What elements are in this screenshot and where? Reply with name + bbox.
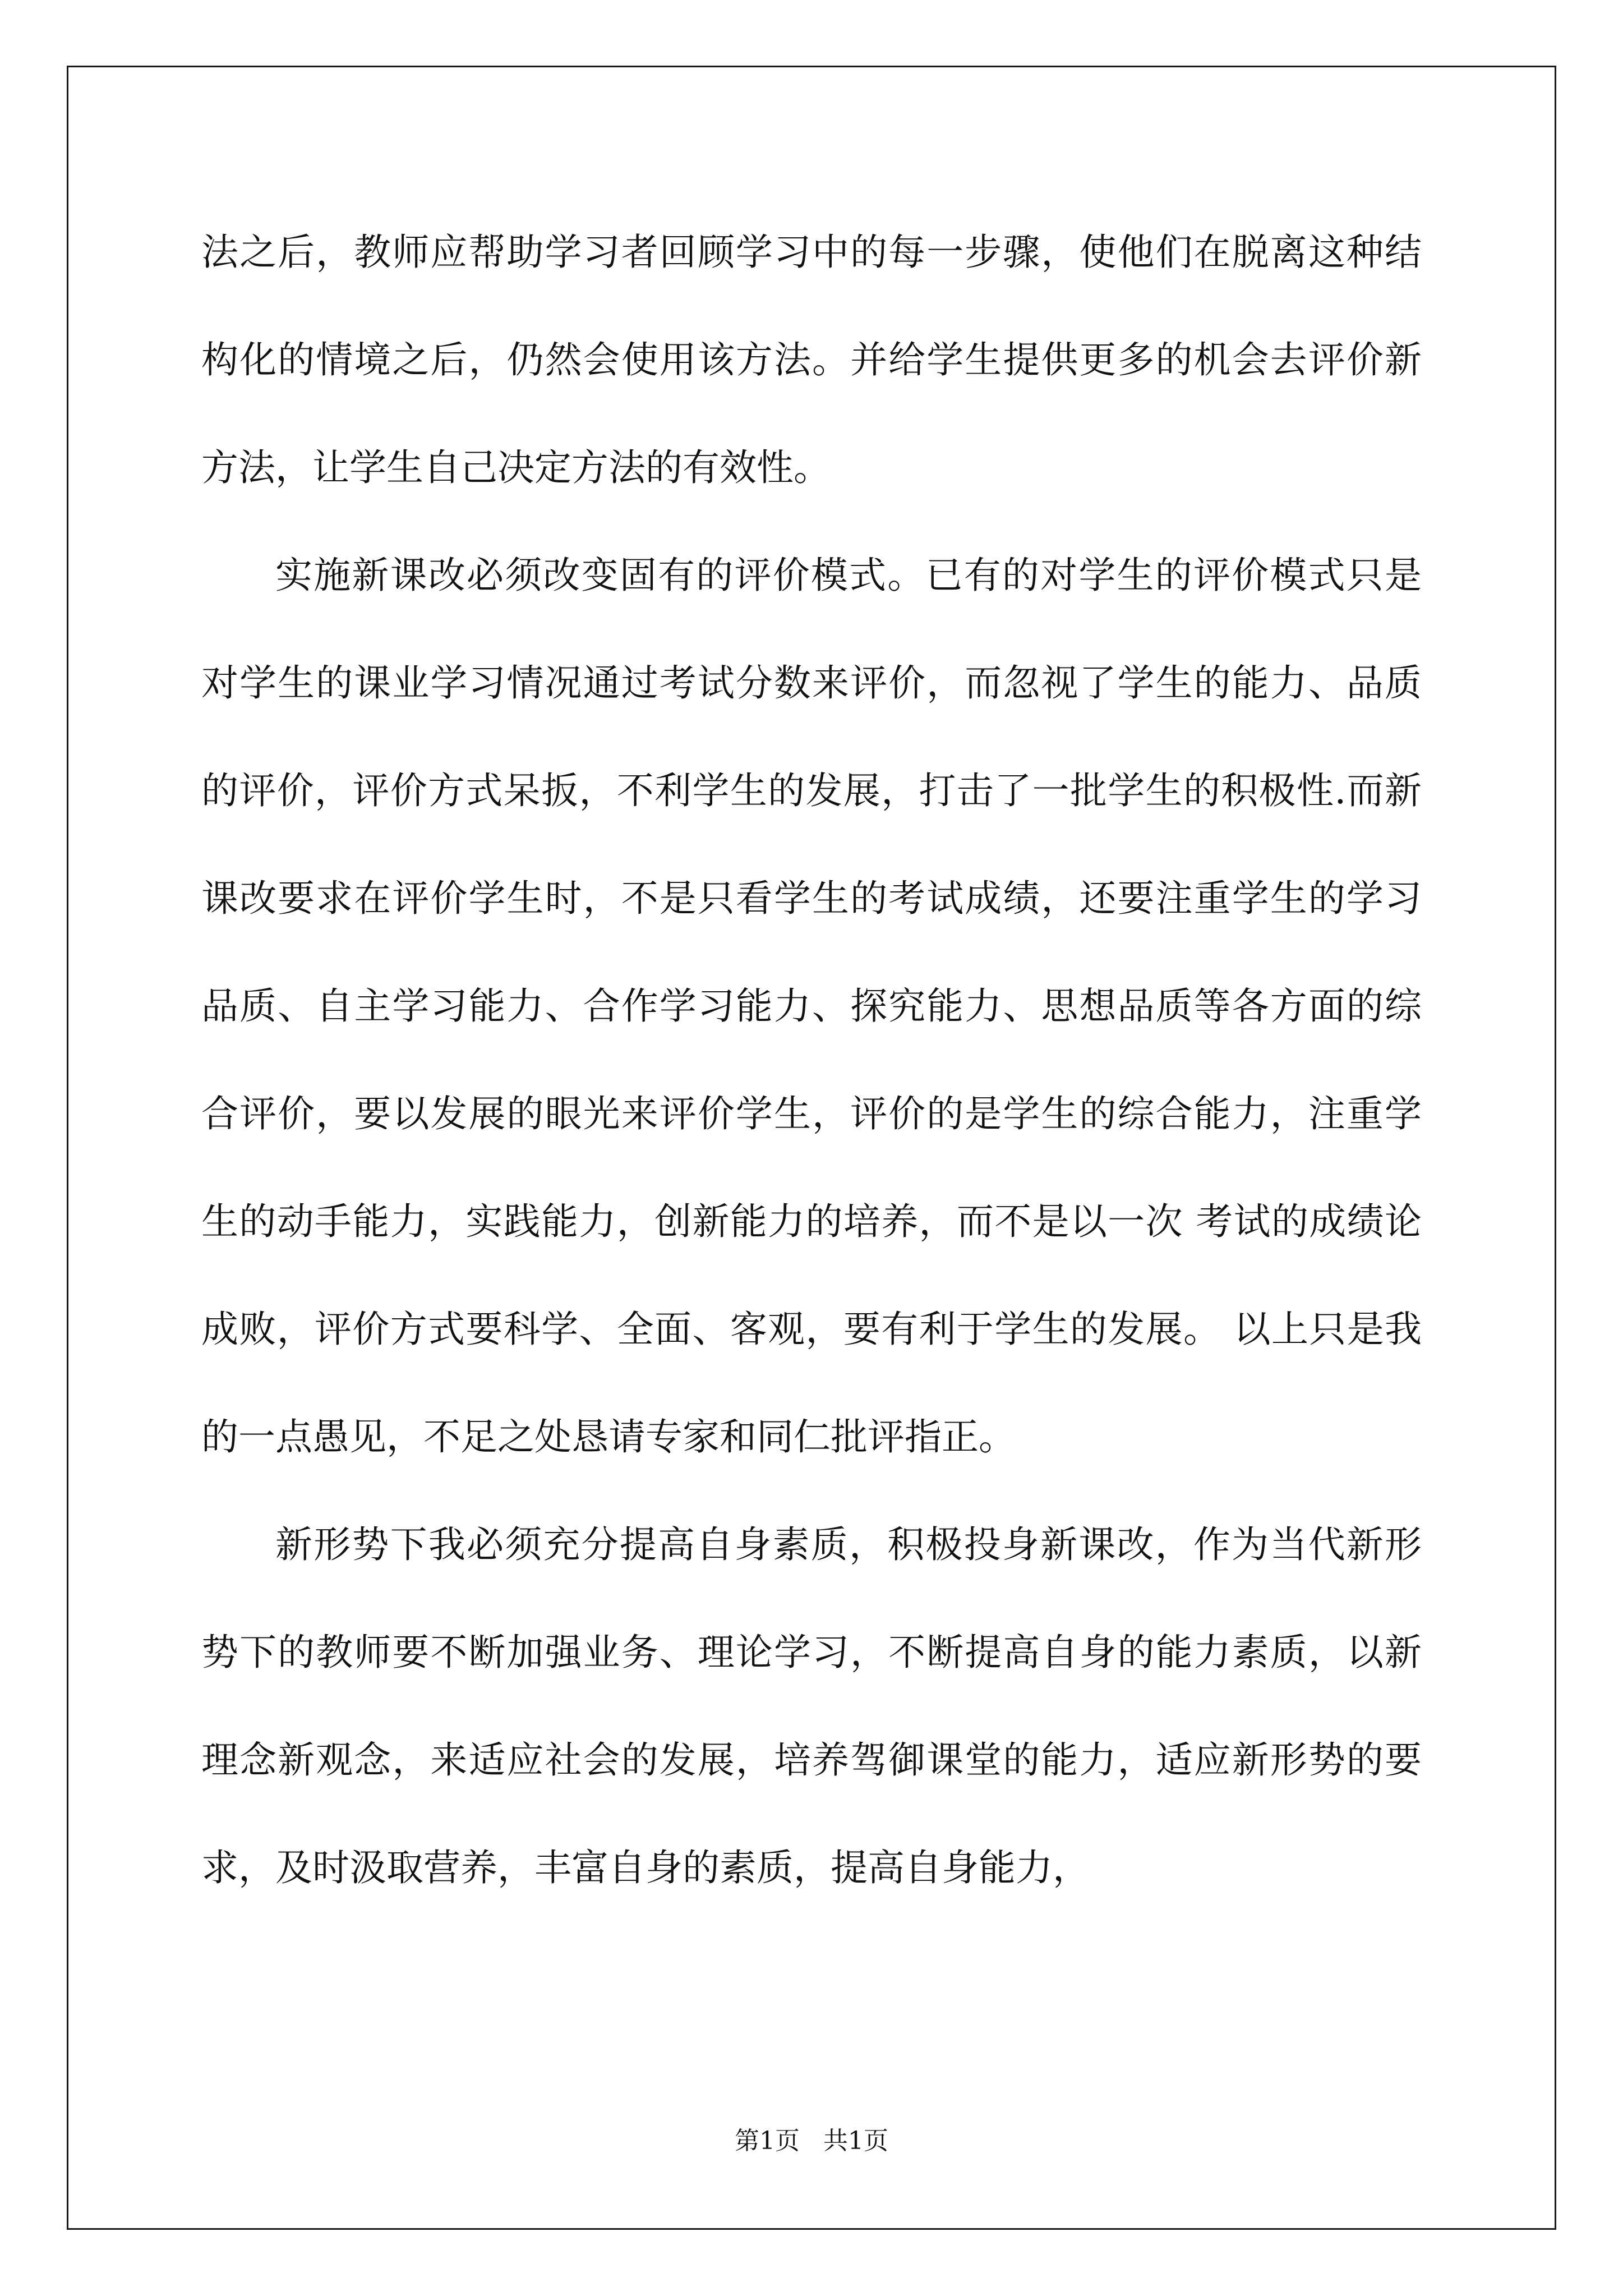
page-footer: 第1页 共1页 <box>735 2127 888 2155</box>
paragraph-2: 实施新课改必须改变固有的评价模式。已有的对学生的评价模式只是对学生的课业学习情况通过考试分数来评价，而忽视了学生的能力、品质的评价，评价方式呆扳，不利学生的发展，打击了一批学生的积极性.而新课改要求在评价学生时，不是只看学生的考试成绩，还要注重学生的学习品质、自主学习能力、合作学习能力、探究能力、思想品质等各方面的综合评价，要以发展的眼光来评价学生，评价的是学生的综合能力，注重学生的动手能力，实践能力，创新能力的培养，而不是以一次 考试的成绩论成败，评价方式要科学、全面、客观，要有利于学生的发展。 以上只是我的一点愚见，不足之处恳请专家和同仁批评指正。 <box>201 554 1422 1458</box>
document-body <box>201 199 1422 1922</box>
paragraph-1: 法之后，教师应帮助学习者回顾学习中的每一步骤，使他们在脱离这种结构化的情境之后，仍然会使用该方法。并给学生提供更多的机会去评价新方法，让学生自己决定方法的有效性。 <box>201 231 1422 489</box>
paragraph-3: 新形势下我必须充分提高自身素质，积极投身新课改，作为当代新形势下的教师要不断加强业务、理论学习，不断提高自身的能力素质，以新理念新观念，来适应社会的发展，培养驾御课堂的能力，适应新形势的要求，及时汲取营养，丰富自身的素质，提高自身能力， <box>201 1523 1422 1889</box>
